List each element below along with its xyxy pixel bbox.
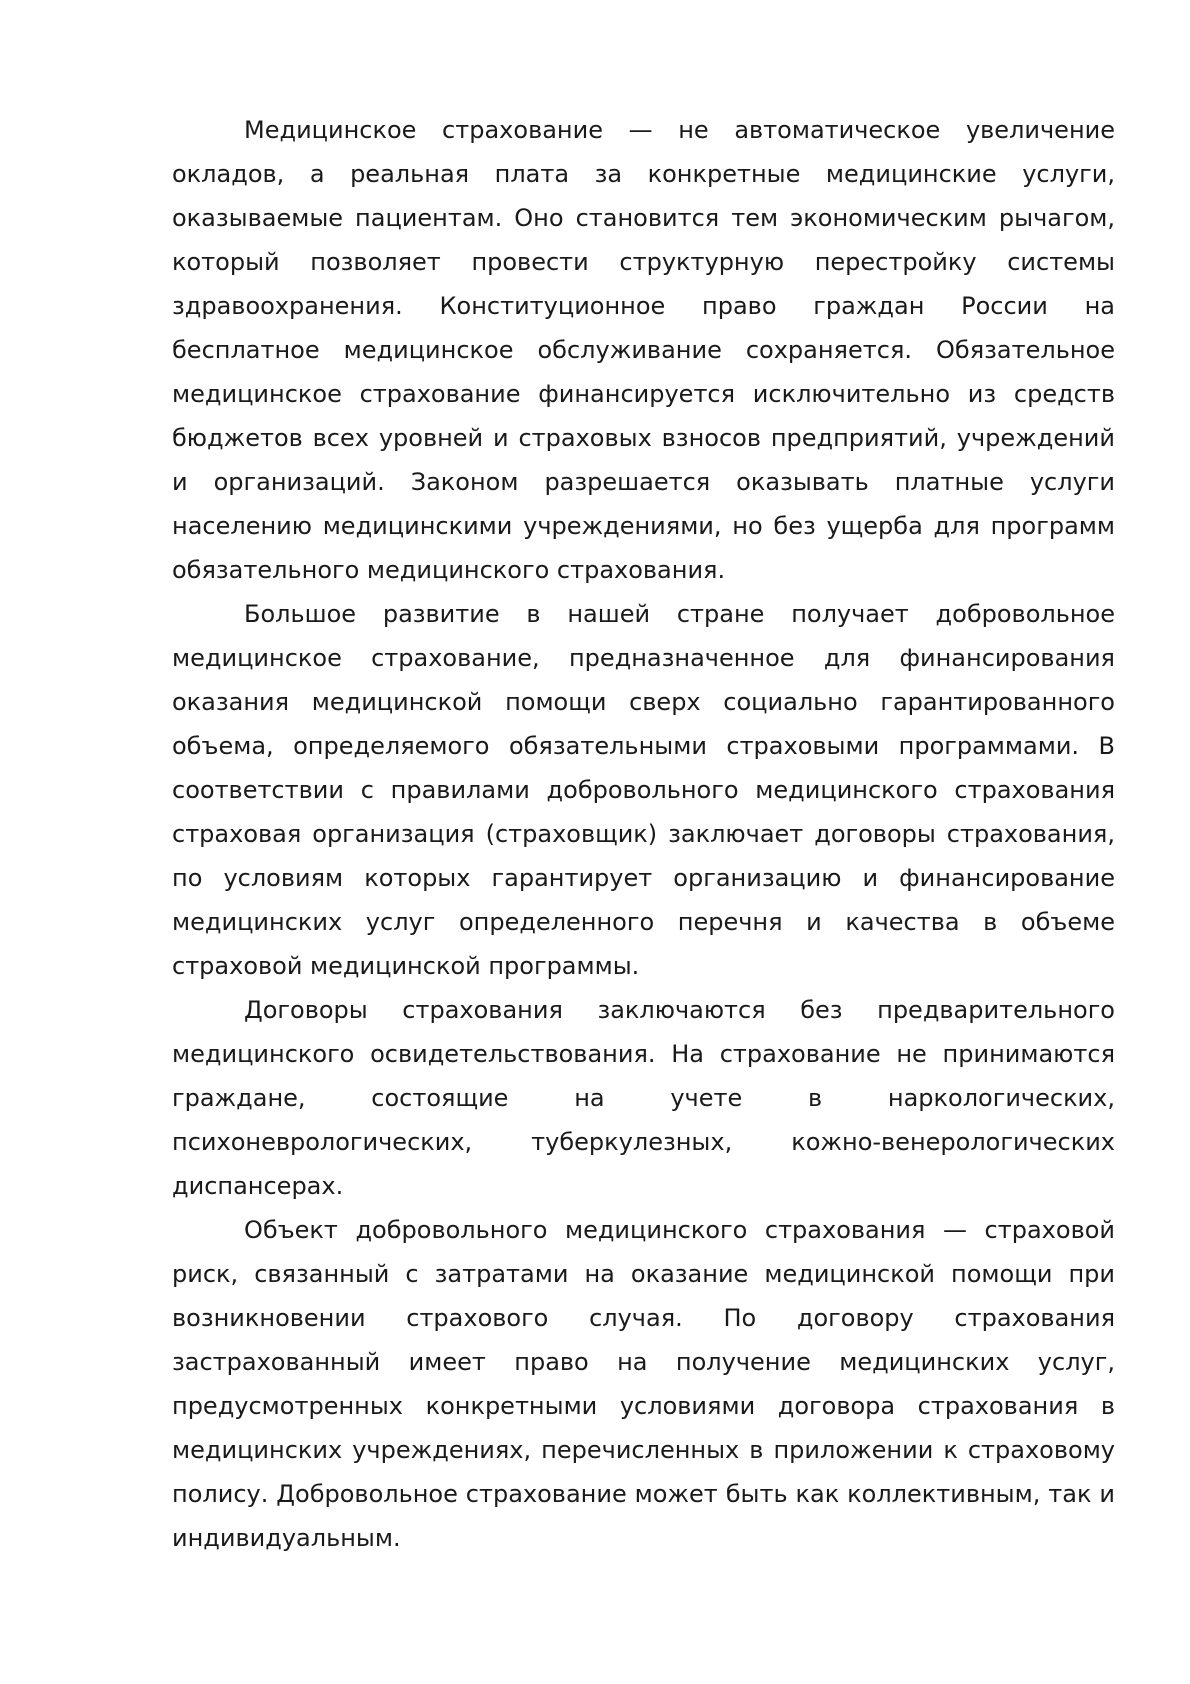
- paragraph-2: Большое развитие в нашей стране получает добровольное медицинское страхование, предназначенное для финансирования оказания медицинской помощи сверх социально гарантированного объема, определяемого обязательными страховыми программами. В соответствии с правилами добровольного медицинского страхования страховая организация (страховщик) заключает договоры страхования, по условиям которых гарантирует организацию и финансирование медицинских услуг определенного перечня и качества в объеме страховой медицинской программы.: [172, 600, 1115, 980]
- paragraph-4: Объект добровольного медицинского страхования — страховой риск, связанный с затратами на оказание медицинской помощи при возникновении страхового случая. По договору страхования застрахованный имеет право на получение медицинских услуг, предусмотренных конкретными условиями договора страхования в медицинских учреждениях, перечисленных в приложении к страховому полису. Добровольное страхование может быть как коллективным, так и индивидуальным.: [172, 1216, 1115, 1552]
- paragraph-3: Договоры страхования заключаются без предварительного медицинского освидетельствования. На страхование не принимаются граждане, состоящие на учете в наркологических, психоневрологических, туберкулезных, кожно-венерологических диспансерах.: [172, 996, 1115, 1200]
- document-body: [172, 108, 1115, 1560]
- paragraph-1: Медицинское страхование — не автоматическое увеличение окладов, а реальная плата за конкретные медицинские услуги, оказываемые пациентам. Оно становится тем экономическим рычагом, который позволяет провести структурную перестройку системы здравоохранения. Конституционное право граждан России на бесплатное медицинское обслуживание сохраняется. Обязательное медицинское страхование финансируется исключительно из средств бюджетов всех уровней и страховых взносов предприятий, учреждений и организаций. Законом разрешается оказывать платные услуги населению медицинскими учреждениями, но без ущерба для программ обязательного медицинского страхования.: [172, 116, 1115, 584]
